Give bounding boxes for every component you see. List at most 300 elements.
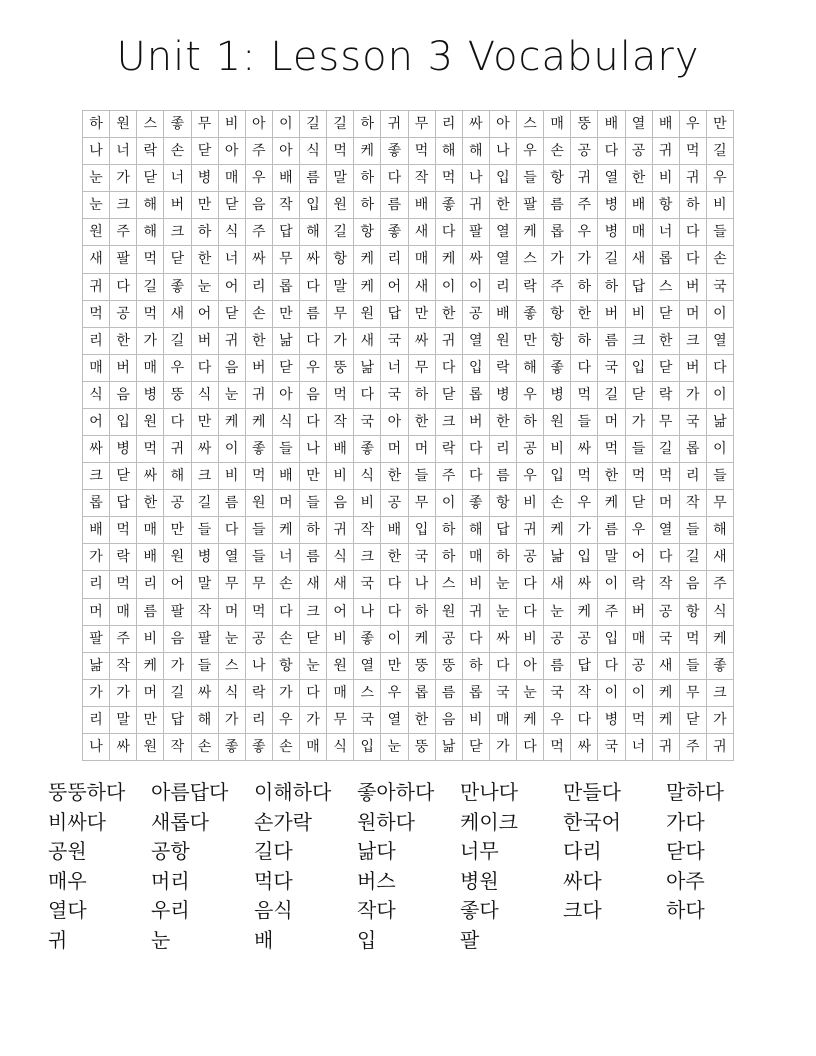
grid-cell: 길 [598, 246, 625, 273]
grid-cell: 다 [571, 707, 598, 734]
grid-cell: 작 [571, 680, 598, 707]
grid-cell: 배 [83, 517, 110, 544]
grid-cell: 케 [137, 653, 164, 680]
grid-cell: 닫 [436, 382, 463, 409]
grid-cell: 병 [598, 219, 625, 246]
grid-cell: 리 [83, 707, 110, 734]
grid-cell: 원 [137, 734, 164, 761]
word-list-item: 음식 [254, 898, 293, 923]
grid-cell: 열 [707, 328, 734, 355]
grid-cell: 원 [354, 301, 381, 328]
grid-cell: 한 [409, 707, 436, 734]
grid-cell: 롭 [273, 274, 300, 301]
grid-cell: 열 [219, 544, 246, 571]
grid-cell: 식 [300, 138, 327, 165]
grid-cell: 배 [409, 192, 436, 219]
grid-cell: 팔 [517, 192, 544, 219]
grid-cell: 비 [517, 626, 544, 653]
grid-cell: 작 [653, 571, 680, 598]
word-list-item: 버스 [357, 868, 396, 893]
grid-cell: 어 [381, 274, 408, 301]
grid-cell: 눈 [219, 626, 246, 653]
word-list-item: 공원 [48, 839, 87, 864]
grid-cell: 다 [381, 165, 408, 192]
grid-cell: 이 [707, 436, 734, 463]
grid-cell: 주 [110, 219, 137, 246]
grid-cell: 아 [381, 409, 408, 436]
grid-cell: 들 [517, 165, 544, 192]
grid-cell: 원 [490, 328, 517, 355]
grid-cell: 좋 [381, 138, 408, 165]
grid-cell: 먹 [110, 517, 137, 544]
grid-cell: 작 [273, 192, 300, 219]
grid-cell: 아 [246, 111, 273, 138]
grid-cell: 길 [598, 382, 625, 409]
grid-cell: 름 [219, 490, 246, 517]
grid-cell: 배 [273, 463, 300, 490]
grid-cell: 하 [517, 409, 544, 436]
grid-cell: 가 [83, 680, 110, 707]
grid-cell: 싸 [490, 626, 517, 653]
grid-cell: 주 [707, 571, 734, 598]
grid-cell: 름 [300, 301, 327, 328]
grid-cell: 다 [463, 436, 490, 463]
grid-cell: 다 [463, 626, 490, 653]
grid-cell: 눈 [300, 653, 327, 680]
grid-cell: 가 [571, 517, 598, 544]
grid-cell: 팔 [463, 219, 490, 246]
grid-cell: 해 [436, 138, 463, 165]
grid-cell: 해 [463, 138, 490, 165]
grid-cell: 너 [110, 138, 137, 165]
grid-cell: 이 [436, 490, 463, 517]
grid-cell: 닫 [300, 626, 327, 653]
grid-cell: 새 [653, 653, 680, 680]
grid-cell: 케 [219, 409, 246, 436]
grid-cell: 먹 [327, 382, 354, 409]
grid-cell: 름 [490, 463, 517, 490]
grid-cell: 한 [626, 165, 653, 192]
grid-cell: 리 [246, 274, 273, 301]
grid-cell: 싸 [571, 436, 598, 463]
grid-cell: 나 [490, 138, 517, 165]
grid-cell: 버 [680, 274, 707, 301]
grid-cell: 닫 [192, 138, 219, 165]
grid-cell: 한 [653, 328, 680, 355]
grid-cell: 뚱 [164, 382, 191, 409]
grid-cell: 아 [219, 138, 246, 165]
grid-cell: 배 [327, 436, 354, 463]
grid-cell: 입 [598, 626, 625, 653]
grid-cell: 리 [83, 571, 110, 598]
grid-cell: 항 [544, 301, 571, 328]
word-list-item: 다리 [563, 839, 602, 864]
grid-cell: 스 [653, 274, 680, 301]
grid-cell: 주 [246, 138, 273, 165]
grid-cell: 너 [626, 734, 653, 761]
grid-cell: 아 [273, 138, 300, 165]
grid-cell: 병 [110, 436, 137, 463]
grid-cell: 매 [137, 355, 164, 382]
grid-cell: 롭 [409, 680, 436, 707]
grid-cell: 국 [490, 680, 517, 707]
grid-cell: 만 [707, 111, 734, 138]
grid-cell: 길 [707, 138, 734, 165]
word-list-item: 우리 [151, 898, 190, 923]
grid-cell: 버 [463, 409, 490, 436]
grid-cell: 뚱 [409, 653, 436, 680]
grid-cell: 한 [490, 409, 517, 436]
grid-cell: 식 [219, 219, 246, 246]
word-list-item: 케이크 [460, 809, 518, 834]
grid-cell: 이 [598, 680, 625, 707]
grid-cell: 우 [571, 490, 598, 517]
grid-cell: 눈 [544, 599, 571, 626]
grid-cell: 열 [490, 246, 517, 273]
grid-cell: 국 [354, 707, 381, 734]
grid-cell: 국 [653, 626, 680, 653]
grid-cell: 식 [83, 382, 110, 409]
grid-cell: 머 [381, 436, 408, 463]
grid-cell: 락 [490, 355, 517, 382]
page-title: Unit 1: Lesson 3 Vocabulary [116, 34, 700, 80]
grid-cell: 들 [626, 436, 653, 463]
grid-cell: 비 [463, 571, 490, 598]
grid-cell: 케 [517, 707, 544, 734]
grid-cell: 우 [517, 138, 544, 165]
grid-cell: 롭 [680, 436, 707, 463]
grid-cell: 케 [273, 517, 300, 544]
grid-cell: 먹 [571, 463, 598, 490]
grid-cell: 스 [517, 111, 544, 138]
grid-cell: 닫 [164, 246, 191, 273]
grid-cell: 너 [653, 219, 680, 246]
grid-cell: 하 [680, 192, 707, 219]
grid-cell: 케 [517, 219, 544, 246]
grid-cell: 닫 [137, 165, 164, 192]
grid-cell: 새 [409, 219, 436, 246]
grid-cell: 닫 [219, 192, 246, 219]
grid-cell: 원 [137, 409, 164, 436]
grid-cell: 귀 [680, 165, 707, 192]
grid-cell: 좋 [164, 111, 191, 138]
grid-cell: 좋 [246, 734, 273, 761]
grid-cell: 들 [680, 517, 707, 544]
grid-cell: 다 [164, 409, 191, 436]
grid-cell: 스 [137, 111, 164, 138]
grid-cell: 다 [381, 599, 408, 626]
grid-cell: 비 [137, 626, 164, 653]
grid-cell: 좋 [544, 355, 571, 382]
grid-cell: 가 [300, 707, 327, 734]
grid-cell: 해 [517, 355, 544, 382]
grid-cell: 열 [354, 653, 381, 680]
grid-cell: 열 [626, 111, 653, 138]
grid-cell: 우 [680, 111, 707, 138]
word-list-item: 가다 [666, 809, 705, 834]
grid-cell: 새 [83, 246, 110, 273]
grid-cell: 공 [517, 436, 544, 463]
word-list-item: 병원 [460, 868, 499, 893]
grid-cell: 먹 [246, 463, 273, 490]
word-list-item: 만들다 [563, 780, 621, 804]
grid-cell: 케 [354, 246, 381, 273]
grid-cell: 크 [626, 328, 653, 355]
grid-cell: 귀 [463, 192, 490, 219]
grid-cell: 귀 [381, 111, 408, 138]
word-list-item: 말하다 [666, 780, 724, 804]
word-list-item: 한국어 [563, 809, 621, 834]
grid-cell: 매 [219, 165, 246, 192]
grid-cell: 먹 [626, 463, 653, 490]
grid-cell: 새 [409, 274, 436, 301]
grid-cell: 닫 [626, 490, 653, 517]
word-list-item: 비싸다 [48, 809, 106, 834]
word-list-item: 눈 [151, 927, 171, 952]
grid-cell: 낢 [83, 653, 110, 680]
grid-cell: 하 [354, 165, 381, 192]
grid-cell: 공 [381, 490, 408, 517]
grid-cell: 크 [83, 463, 110, 490]
grid-cell: 새 [300, 571, 327, 598]
grid-cell: 리 [137, 571, 164, 598]
grid-cell: 귀 [571, 165, 598, 192]
grid-cell: 병 [544, 382, 571, 409]
grid-cell: 좋 [436, 192, 463, 219]
grid-cell: 무 [327, 301, 354, 328]
grid-cell: 머 [680, 301, 707, 328]
grid-cell: 크 [707, 680, 734, 707]
grid-cell: 리 [436, 111, 463, 138]
grid-cell: 원 [83, 219, 110, 246]
grid-cell: 다 [707, 355, 734, 382]
grid-cell: 손 [707, 246, 734, 273]
grid-cell: 한 [381, 463, 408, 490]
grid-cell: 싸 [463, 246, 490, 273]
grid-cell: 식 [327, 734, 354, 761]
grid-cell: 공 [246, 626, 273, 653]
grid-cell: 귀 [83, 274, 110, 301]
grid-cell: 케 [544, 517, 571, 544]
grid-cell: 한 [571, 301, 598, 328]
grid-cell: 한 [381, 544, 408, 571]
grid-cell: 케 [354, 274, 381, 301]
grid-cell: 크 [110, 192, 137, 219]
grid-cell: 먹 [137, 301, 164, 328]
grid-cell: 우 [273, 707, 300, 734]
grid-cell: 음 [246, 192, 273, 219]
grid-cell: 다 [192, 355, 219, 382]
grid-cell: 열 [381, 707, 408, 734]
grid-cell: 버 [246, 355, 273, 382]
grid-cell: 귀 [219, 328, 246, 355]
grid-cell: 작 [110, 653, 137, 680]
grid-cell: 우 [707, 165, 734, 192]
grid-cell: 무 [653, 409, 680, 436]
word-list-item: 닫다 [666, 839, 705, 864]
grid-cell: 입 [490, 165, 517, 192]
grid-cell: 어 [192, 301, 219, 328]
grid-cell: 름 [598, 328, 625, 355]
grid-cell: 버 [626, 599, 653, 626]
grid-cell: 좋 [354, 436, 381, 463]
grid-cell: 이 [707, 301, 734, 328]
grid-cell: 머 [219, 599, 246, 626]
grid-cell: 다 [300, 680, 327, 707]
grid-cell: 답 [571, 653, 598, 680]
word-list-item: 매우 [48, 868, 87, 893]
grid-cell: 항 [544, 165, 571, 192]
grid-cell: 입 [463, 355, 490, 382]
grid-cell: 새 [544, 571, 571, 598]
word-list-item: 머리 [151, 868, 190, 893]
grid-cell: 리 [246, 707, 273, 734]
grid-cell: 먹 [653, 463, 680, 490]
grid-cell: 하 [436, 544, 463, 571]
grid-cell: 너 [381, 355, 408, 382]
grid-cell: 다 [273, 599, 300, 626]
grid-cell: 다 [680, 246, 707, 273]
grid-cell: 팔 [83, 626, 110, 653]
grid-cell: 팔 [192, 626, 219, 653]
grid-cell: 하 [83, 111, 110, 138]
grid-cell: 한 [192, 246, 219, 273]
grid-cell: 매 [463, 544, 490, 571]
grid-cell: 하 [490, 544, 517, 571]
grid-cell: 하 [436, 517, 463, 544]
grid-cell: 낢 [354, 355, 381, 382]
grid-cell: 가 [137, 328, 164, 355]
grid-cell: 새 [164, 301, 191, 328]
grid-cell: 싸 [192, 680, 219, 707]
grid-cell: 비 [626, 301, 653, 328]
word-list-item: 아름답다 [151, 780, 229, 804]
grid-cell: 가 [110, 680, 137, 707]
grid-cell: 음 [680, 571, 707, 598]
grid-cell: 공 [436, 626, 463, 653]
grid-cell: 답 [626, 274, 653, 301]
grid-cell: 우 [517, 382, 544, 409]
grid-cell: 닫 [680, 707, 707, 734]
grid-cell: 귀 [436, 328, 463, 355]
grid-cell: 다 [517, 734, 544, 761]
grid-cell: 다 [436, 355, 463, 382]
grid-cell: 싸 [246, 246, 273, 273]
grid-cell: 먹 [83, 301, 110, 328]
grid-cell: 귀 [517, 517, 544, 544]
grid-cell: 길 [137, 274, 164, 301]
grid-cell: 머 [409, 436, 436, 463]
grid-cell: 열 [490, 219, 517, 246]
grid-cell: 락 [517, 274, 544, 301]
grid-cell: 들 [707, 463, 734, 490]
word-list-item: 만나다 [460, 780, 518, 804]
grid-cell: 하 [463, 653, 490, 680]
grid-cell: 해 [192, 707, 219, 734]
word-list-item: 좋아하다 [357, 780, 435, 804]
grid-cell: 좋 [246, 436, 273, 463]
grid-cell: 다 [517, 599, 544, 626]
word-list-item: 새롭다 [151, 809, 209, 834]
grid-cell: 나 [354, 599, 381, 626]
grid-cell: 작 [409, 165, 436, 192]
grid-cell: 무 [409, 490, 436, 517]
grid-cell: 답 [490, 517, 517, 544]
grid-cell: 음 [327, 490, 354, 517]
grid-cell: 좋 [463, 490, 490, 517]
grid-cell: 들 [300, 490, 327, 517]
word-list-item: 귀 [48, 927, 68, 952]
grid-cell: 우 [381, 680, 408, 707]
grid-cell: 크 [300, 599, 327, 626]
grid-cell: 팔 [164, 599, 191, 626]
grid-cell: 길 [192, 490, 219, 517]
grid-cell: 비 [653, 165, 680, 192]
grid-cell: 입 [544, 463, 571, 490]
grid-cell: 한 [598, 463, 625, 490]
grid-cell: 공 [626, 138, 653, 165]
grid-cell: 케 [246, 409, 273, 436]
grid-cell: 좋 [381, 219, 408, 246]
grid-cell: 케 [653, 680, 680, 707]
grid-cell: 원 [110, 111, 137, 138]
grid-cell: 원 [436, 599, 463, 626]
grid-cell: 길 [164, 328, 191, 355]
grid-cell: 락 [653, 382, 680, 409]
grid-cell: 항 [680, 599, 707, 626]
grid-cell: 손 [544, 138, 571, 165]
grid-cell: 한 [137, 490, 164, 517]
grid-cell: 크 [192, 463, 219, 490]
grid-cell: 롭 [83, 490, 110, 517]
grid-cell: 버 [110, 355, 137, 382]
grid-cell: 가 [164, 653, 191, 680]
grid-cell: 한 [110, 328, 137, 355]
grid-cell: 비 [327, 463, 354, 490]
grid-cell: 눈 [83, 165, 110, 192]
grid-cell: 싸 [409, 328, 436, 355]
grid-cell: 만 [381, 653, 408, 680]
grid-cell: 름 [544, 192, 571, 219]
grid-cell: 먹 [137, 436, 164, 463]
grid-cell: 귀 [463, 599, 490, 626]
grid-cell: 국 [707, 274, 734, 301]
grid-cell: 음 [300, 382, 327, 409]
grid-cell: 원 [327, 192, 354, 219]
grid-cell: 말 [327, 274, 354, 301]
grid-cell: 만 [409, 301, 436, 328]
grid-cell: 다 [219, 517, 246, 544]
grid-cell: 작 [164, 734, 191, 761]
grid-cell: 국 [381, 328, 408, 355]
grid-cell: 케 [354, 138, 381, 165]
grid-cell: 무 [409, 355, 436, 382]
grid-cell: 락 [626, 571, 653, 598]
grid-cell: 입 [626, 355, 653, 382]
grid-cell: 해 [463, 517, 490, 544]
grid-cell: 싸 [192, 436, 219, 463]
grid-cell: 입 [300, 192, 327, 219]
grid-cell: 먹 [544, 734, 571, 761]
grid-cell: 름 [300, 544, 327, 571]
grid-cell: 하 [571, 328, 598, 355]
grid-cell: 하 [409, 382, 436, 409]
grid-cell: 손 [273, 571, 300, 598]
grid-cell: 좋 [517, 301, 544, 328]
grid-cell: 매 [110, 599, 137, 626]
grid-cell: 가 [219, 707, 246, 734]
grid-cell: 다 [381, 571, 408, 598]
